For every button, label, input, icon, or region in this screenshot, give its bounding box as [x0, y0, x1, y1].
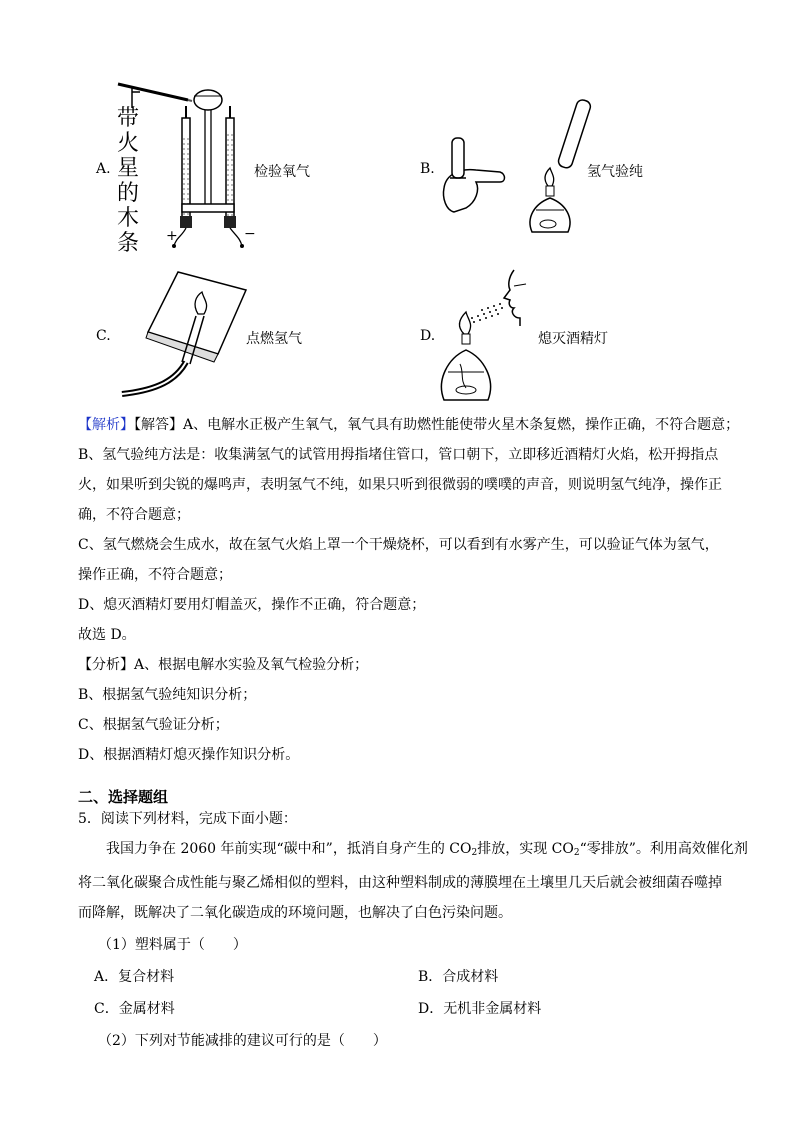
sub-question-2: （2）下列对节能减排的建议可行的是（ ）: [98, 1033, 387, 1049]
fenxi-line-2: B、根据氢气验纯知识分析；: [78, 687, 257, 703]
choice-d[interactable]: D．无机非金属材料: [418, 1001, 542, 1017]
analysis-line-8: 故选 D。: [78, 627, 136, 643]
answer-tag: 【解答】: [134, 417, 183, 433]
analysis-line-3: 火，如果听到尖锐的爆鸣声，表明氢气不纯，如果只听到很微弱的噗噗的声音，则说明氢气纯净，操作正: [78, 477, 722, 493]
option-b-letter: B.: [420, 161, 435, 177]
option-d-letter: D.: [420, 328, 436, 344]
blow-out-lamp-drawing: [436, 268, 546, 402]
analysis-line-2: B、氢气验纯方法是：收集满氢气的试管用拇指堵住管口，管口朝下，立即移近酒精灯火焰，松开拇指点: [78, 447, 719, 463]
choice-row-1: [78, 962, 768, 992]
material-line-2: 将二氧化碳聚合成性能与聚乙烯相似的塑料，由这种塑料制成的薄膜埋在土壤里几天后就会被细菌吞噬掉: [78, 875, 722, 891]
splint-label: 带 火 星 的 木 条: [116, 106, 139, 256]
fenxi-tag: 【分析】: [78, 657, 134, 673]
option-b-caption: 氢气验纯: [587, 164, 643, 180]
electrolysis-apparatus-figure: [112, 78, 262, 258]
question-5-block: [78, 804, 768, 1056]
fenxi-line-1: 【分析】A、根据电解水实验及氧气检验分析；: [78, 657, 369, 673]
negative-sign: −: [244, 226, 256, 242]
ignite-hydrogen-drawing: [118, 270, 258, 400]
choice-a[interactable]: A．复合材料: [94, 969, 175, 985]
choice-row-2: [78, 994, 768, 1024]
analysis-line-1: 【解析】【解答】A、电解水正极产生氧气，氧气具有助燃性能使带火星木条复燃，操作正确，不符合题意；: [78, 417, 740, 433]
question-intro: 5．阅读下列材料，完成下面小题：: [78, 811, 297, 827]
hydrogen-purity-figure: [436, 98, 596, 238]
option-c-letter: C.: [96, 328, 111, 344]
blow-out-lamp-figure: [436, 268, 546, 402]
option-d-caption: 熄灭酒精灯: [538, 331, 608, 347]
option-a-letter: A.: [96, 161, 111, 177]
material-line-3: 而降解，既解决了二氧化碳造成的环境问题，也解决了白色污染问题。: [78, 905, 512, 921]
option-a-caption: 检验氧气: [254, 164, 310, 180]
analysis-line-5: C、氢气燃烧会生成水，故在氢气火焰上罩一个干燥烧杯，可以看到有水雾产生，可以验证气体为氢气，: [78, 537, 719, 553]
fenxi-line-4: D、根据酒精灯熄灭操作知识分析。: [78, 747, 300, 763]
choice-b[interactable]: B．合成材料: [418, 969, 499, 985]
analysis-tag: 【解析】: [78, 417, 134, 433]
option-c-caption: 点燃氢气: [246, 331, 302, 347]
positive-sign: +: [166, 228, 178, 244]
section-title: 二、选择题组: [78, 788, 169, 806]
analysis-block: [78, 410, 758, 770]
ignite-hydrogen-figure: [118, 270, 258, 400]
analysis-line-7: D、熄灭酒精灯要用灯帽盖灭，操作不正确，符合题意；: [78, 597, 426, 613]
choice-c[interactable]: C．金属材料: [94, 1001, 175, 1017]
fenxi-line-3: C、根据氢气验证分析；: [78, 717, 229, 733]
hydrogen-purity-drawing: [436, 98, 596, 238]
analysis-line-6: 操作正确，不符合题意；: [78, 567, 232, 583]
material-line-1: 我国力争在 2060 年前实现“碳中和”，抵消自身产生的 $CO_2$排放，实现 $CO_2“$零排放”。利用高效催化剂: [106, 841, 748, 858]
analysis-line-4: 确，不符合题意；: [78, 507, 190, 523]
sub-question-1: （1）塑料属于（ ）: [98, 937, 247, 953]
